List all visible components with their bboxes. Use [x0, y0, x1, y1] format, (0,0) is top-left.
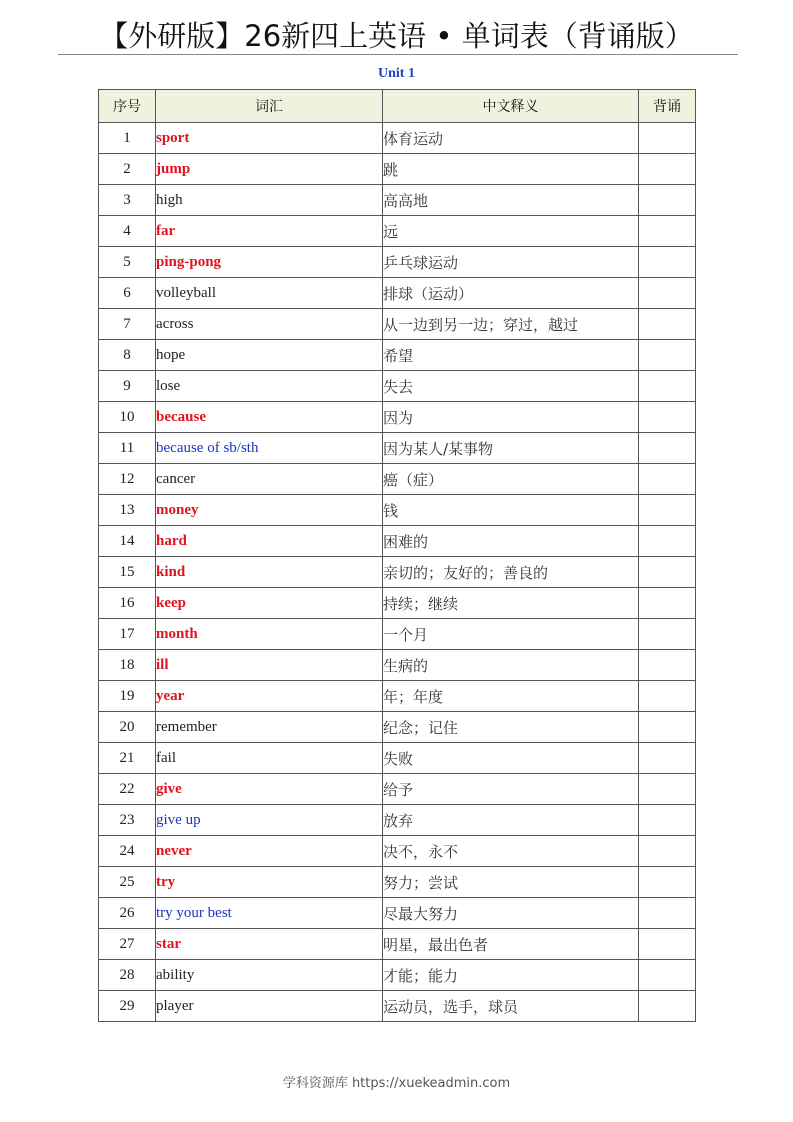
row-number: 6 [99, 278, 156, 309]
table-row [99, 185, 696, 216]
vocab-word: try your best [156, 898, 383, 929]
table-row [99, 371, 696, 402]
vocab-word: ability [156, 960, 383, 991]
table-row [99, 743, 696, 774]
vocab-word: far [156, 216, 383, 247]
word-meaning: 因为某人/某事物 [383, 433, 639, 464]
recite-checkbox-cell [639, 154, 696, 185]
table-row [99, 619, 696, 650]
row-number: 7 [99, 309, 156, 340]
recite-checkbox-cell [639, 402, 696, 433]
word-meaning: 持续；继续 [383, 588, 639, 619]
title-divider [58, 54, 738, 55]
table-row [99, 216, 696, 247]
table-row [99, 464, 696, 495]
word-meaning: 年；年度 [383, 681, 639, 712]
column-header-number: 序号 [99, 90, 156, 123]
recite-checkbox-cell [639, 681, 696, 712]
word-meaning: 体育运动 [383, 123, 639, 154]
row-number: 1 [99, 123, 156, 154]
recite-checkbox-cell [639, 991, 696, 1022]
word-meaning: 跳 [383, 154, 639, 185]
row-number: 13 [99, 495, 156, 526]
table-row [99, 960, 696, 991]
table-row [99, 774, 696, 805]
recite-checkbox-cell [639, 929, 696, 960]
table-row [99, 681, 696, 712]
row-number: 8 [99, 340, 156, 371]
word-meaning: 钱 [383, 495, 639, 526]
vocab-word: hope [156, 340, 383, 371]
row-number: 19 [99, 681, 156, 712]
table-row [99, 154, 696, 185]
row-number: 14 [99, 526, 156, 557]
recite-checkbox-cell [639, 650, 696, 681]
table-row [99, 433, 696, 464]
word-meaning: 排球（运动） [383, 278, 639, 309]
word-meaning: 失去 [383, 371, 639, 402]
recite-checkbox-cell [639, 309, 696, 340]
word-meaning: 乒乓球运动 [383, 247, 639, 278]
table-row [99, 402, 696, 433]
table-row [99, 805, 696, 836]
word-meaning: 放弃 [383, 805, 639, 836]
recite-checkbox-cell [639, 340, 696, 371]
table-row [99, 526, 696, 557]
recite-checkbox-cell [639, 216, 696, 247]
table-row [99, 247, 696, 278]
recite-checkbox-cell [639, 898, 696, 929]
row-number: 10 [99, 402, 156, 433]
row-number: 16 [99, 588, 156, 619]
vocab-word: kind [156, 557, 383, 588]
recite-checkbox-cell [639, 278, 696, 309]
table-row [99, 991, 696, 1022]
vocab-word: cancer [156, 464, 383, 495]
word-meaning: 生病的 [383, 650, 639, 681]
vocab-word: because of sb/sth [156, 433, 383, 464]
vocab-word: try [156, 867, 383, 898]
vocab-word: month [156, 619, 383, 650]
word-meaning: 运动员，选手，球员 [383, 991, 639, 1022]
vocab-word: money [156, 495, 383, 526]
word-meaning: 尽最大努力 [383, 898, 639, 929]
recite-checkbox-cell [639, 960, 696, 991]
word-meaning: 一个月 [383, 619, 639, 650]
row-number: 29 [99, 991, 156, 1022]
recite-checkbox-cell [639, 526, 696, 557]
recite-checkbox-cell [639, 619, 696, 650]
vocab-word: across [156, 309, 383, 340]
word-meaning: 困难的 [383, 526, 639, 557]
recite-checkbox-cell [639, 743, 696, 774]
row-number: 11 [99, 433, 156, 464]
table-row [99, 123, 696, 154]
document-title: 【外研版】26新四上英语 • 单词表（背诵版） [99, 19, 694, 53]
vocab-word: volleyball [156, 278, 383, 309]
row-number: 17 [99, 619, 156, 650]
vocab-word: player [156, 991, 383, 1022]
recite-checkbox-cell [639, 588, 696, 619]
row-number: 26 [99, 898, 156, 929]
column-header-word: 词汇 [156, 90, 383, 123]
row-number: 15 [99, 557, 156, 588]
word-meaning: 给予 [383, 774, 639, 805]
vocab-word: give [156, 774, 383, 805]
vocab-word: sport [156, 123, 383, 154]
vocabulary-table-body [99, 123, 696, 1022]
row-number: 9 [99, 371, 156, 402]
word-meaning: 亲切的；友好的；善良的 [383, 557, 639, 588]
vocab-word: ill [156, 650, 383, 681]
recite-checkbox-cell [639, 433, 696, 464]
row-number: 27 [99, 929, 156, 960]
vocab-word: star [156, 929, 383, 960]
recite-checkbox-cell [639, 247, 696, 278]
word-meaning: 失败 [383, 743, 639, 774]
table-row [99, 278, 696, 309]
unit-heading: Unit 1 [378, 66, 415, 81]
word-meaning: 远 [383, 216, 639, 247]
recite-checkbox-cell [639, 123, 696, 154]
recite-checkbox-cell [639, 464, 696, 495]
column-header-recite: 背诵 [639, 90, 696, 123]
word-meaning: 明星，最出色者 [383, 929, 639, 960]
vocab-word: year [156, 681, 383, 712]
vocabulary-table [98, 89, 696, 1022]
recite-checkbox-cell [639, 371, 696, 402]
vocab-word: lose [156, 371, 383, 402]
word-meaning: 希望 [383, 340, 639, 371]
vocab-word: give up [156, 805, 383, 836]
vocab-word: fail [156, 743, 383, 774]
recite-checkbox-cell [639, 774, 696, 805]
word-meaning: 努力；尝试 [383, 867, 639, 898]
row-number: 22 [99, 774, 156, 805]
recite-checkbox-cell [639, 712, 696, 743]
table-row [99, 495, 696, 526]
row-number: 28 [99, 960, 156, 991]
column-header-meaning: 中文释义 [383, 90, 639, 123]
footer-source: 学科资源库 https://xuekeadmin.com [282, 1076, 511, 1091]
word-meaning: 决不，永不 [383, 836, 639, 867]
row-number: 21 [99, 743, 156, 774]
recite-checkbox-cell [639, 836, 696, 867]
vocab-word: jump [156, 154, 383, 185]
table-row [99, 712, 696, 743]
row-number: 24 [99, 836, 156, 867]
row-number: 25 [99, 867, 156, 898]
table-row [99, 836, 696, 867]
word-meaning: 从一边到另一边；穿过，越过 [383, 309, 639, 340]
vocab-word: hard [156, 526, 383, 557]
table-row [99, 650, 696, 681]
recite-checkbox-cell [639, 805, 696, 836]
vocab-word: remember [156, 712, 383, 743]
row-number: 12 [99, 464, 156, 495]
recite-checkbox-cell [639, 185, 696, 216]
word-meaning: 因为 [383, 402, 639, 433]
vocab-word: because [156, 402, 383, 433]
vocab-word: never [156, 836, 383, 867]
row-number: 2 [99, 154, 156, 185]
table-row [99, 867, 696, 898]
recite-checkbox-cell [639, 867, 696, 898]
table-row [99, 588, 696, 619]
vocab-word: ping-pong [156, 247, 383, 278]
row-number: 20 [99, 712, 156, 743]
table-header-row [99, 90, 696, 123]
table-row [99, 309, 696, 340]
table-row [99, 898, 696, 929]
row-number: 3 [99, 185, 156, 216]
recite-checkbox-cell [639, 495, 696, 526]
vocab-word: keep [156, 588, 383, 619]
row-number: 4 [99, 216, 156, 247]
word-meaning: 癌（症） [383, 464, 639, 495]
word-meaning: 高高地 [383, 185, 639, 216]
row-number: 18 [99, 650, 156, 681]
table-row [99, 557, 696, 588]
word-meaning: 才能；能力 [383, 960, 639, 991]
table-row [99, 340, 696, 371]
row-number: 23 [99, 805, 156, 836]
row-number: 5 [99, 247, 156, 278]
word-meaning: 纪念；记住 [383, 712, 639, 743]
table-row [99, 929, 696, 960]
recite-checkbox-cell [639, 557, 696, 588]
vocab-word: high [156, 185, 383, 216]
